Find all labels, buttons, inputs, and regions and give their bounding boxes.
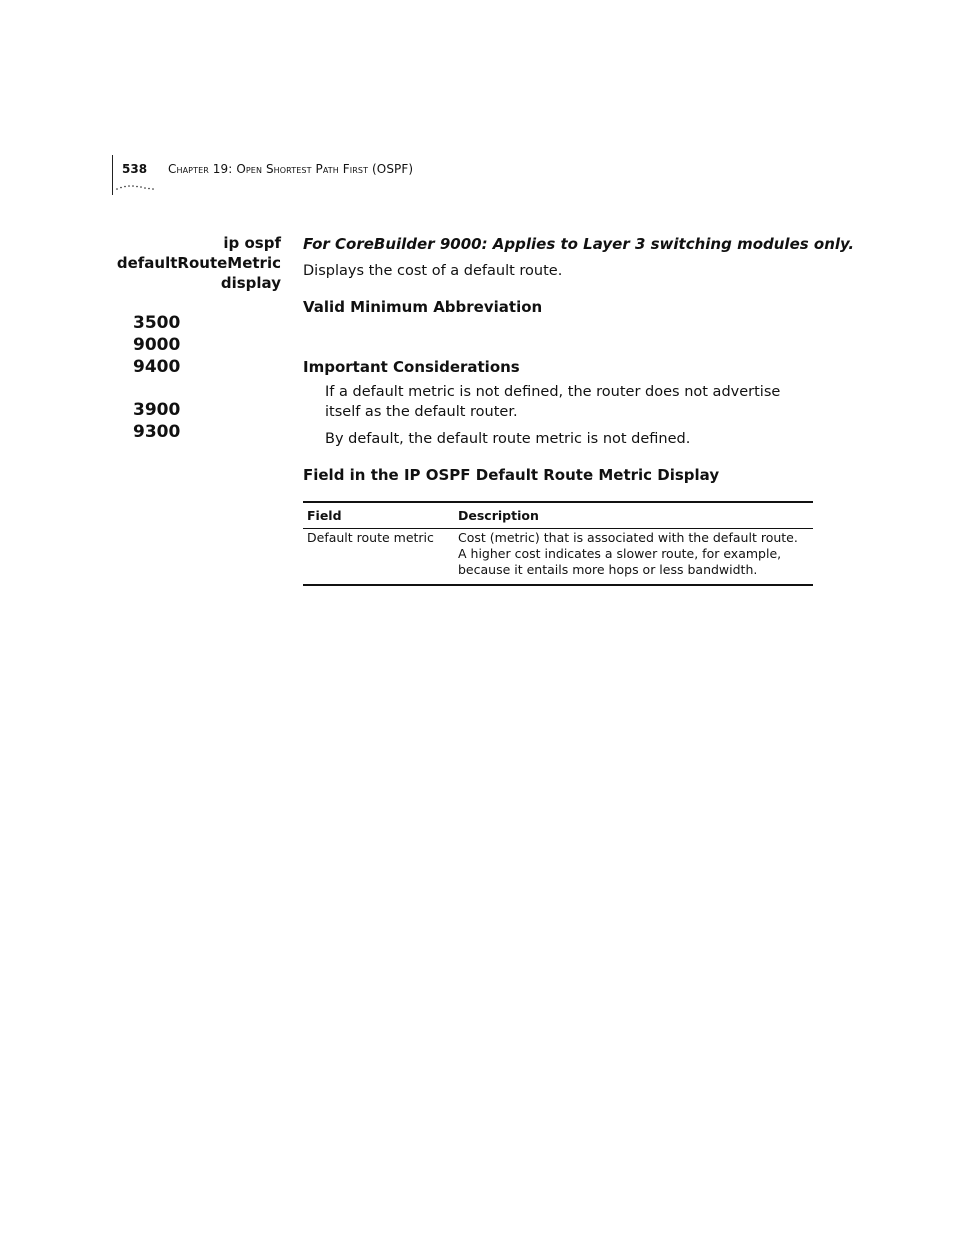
table-header-row bbox=[303, 503, 813, 529]
dotted-rule-ornament bbox=[115, 183, 155, 191]
platform-number: 3900 bbox=[133, 400, 181, 420]
valid-min-abbrev-heading: Valid Minimum Abbreviation bbox=[303, 298, 543, 316]
left-margin-column bbox=[112, 233, 281, 443]
command-name-line: ip ospf bbox=[223, 234, 281, 252]
consideration-paragraph: By default, the default route metric is not defined. bbox=[325, 431, 691, 447]
table-row bbox=[303, 529, 813, 584]
command-description: Displays the cost of a default route. bbox=[303, 263, 563, 279]
platform-list bbox=[133, 312, 281, 443]
consideration-paragraph: If a default metric is not defined, the router does not advertise itself as the default router. bbox=[325, 384, 781, 420]
platform-number: 9000 bbox=[133, 335, 181, 355]
table-cell-description: Cost (metric) that is associated with the default route. A higher cost indicates a slower route, for example, because it entails more hops or less bandwidth. bbox=[458, 530, 798, 577]
page-number-box bbox=[112, 155, 155, 195]
command-name-line: defaultRouteMetric bbox=[116, 254, 281, 272]
command-name bbox=[112, 233, 281, 293]
chapter-title: Chapter 19: Open Shortest Path First (OSPF) bbox=[168, 162, 414, 176]
applies-to-note: For CoreBuilder 9000: Applies to Layer 3 switching modules only. bbox=[303, 235, 855, 253]
page-header bbox=[112, 155, 512, 200]
important-considerations-heading: Important Considerations bbox=[303, 358, 520, 376]
column-header-description: Description bbox=[458, 508, 539, 523]
field-table bbox=[303, 501, 813, 586]
column-header-field: Field bbox=[307, 508, 342, 523]
page-number: 538 bbox=[122, 162, 148, 176]
platform-number: 9300 bbox=[133, 422, 181, 442]
platform-number: 9400 bbox=[133, 357, 181, 377]
main-content bbox=[303, 233, 855, 586]
command-name-line: display bbox=[220, 274, 281, 292]
platform-number: 3500 bbox=[133, 313, 181, 333]
table-cell-field: Default route metric bbox=[307, 530, 434, 545]
fields-heading: Field in the IP OSPF Default Route Metric Display bbox=[303, 466, 720, 484]
